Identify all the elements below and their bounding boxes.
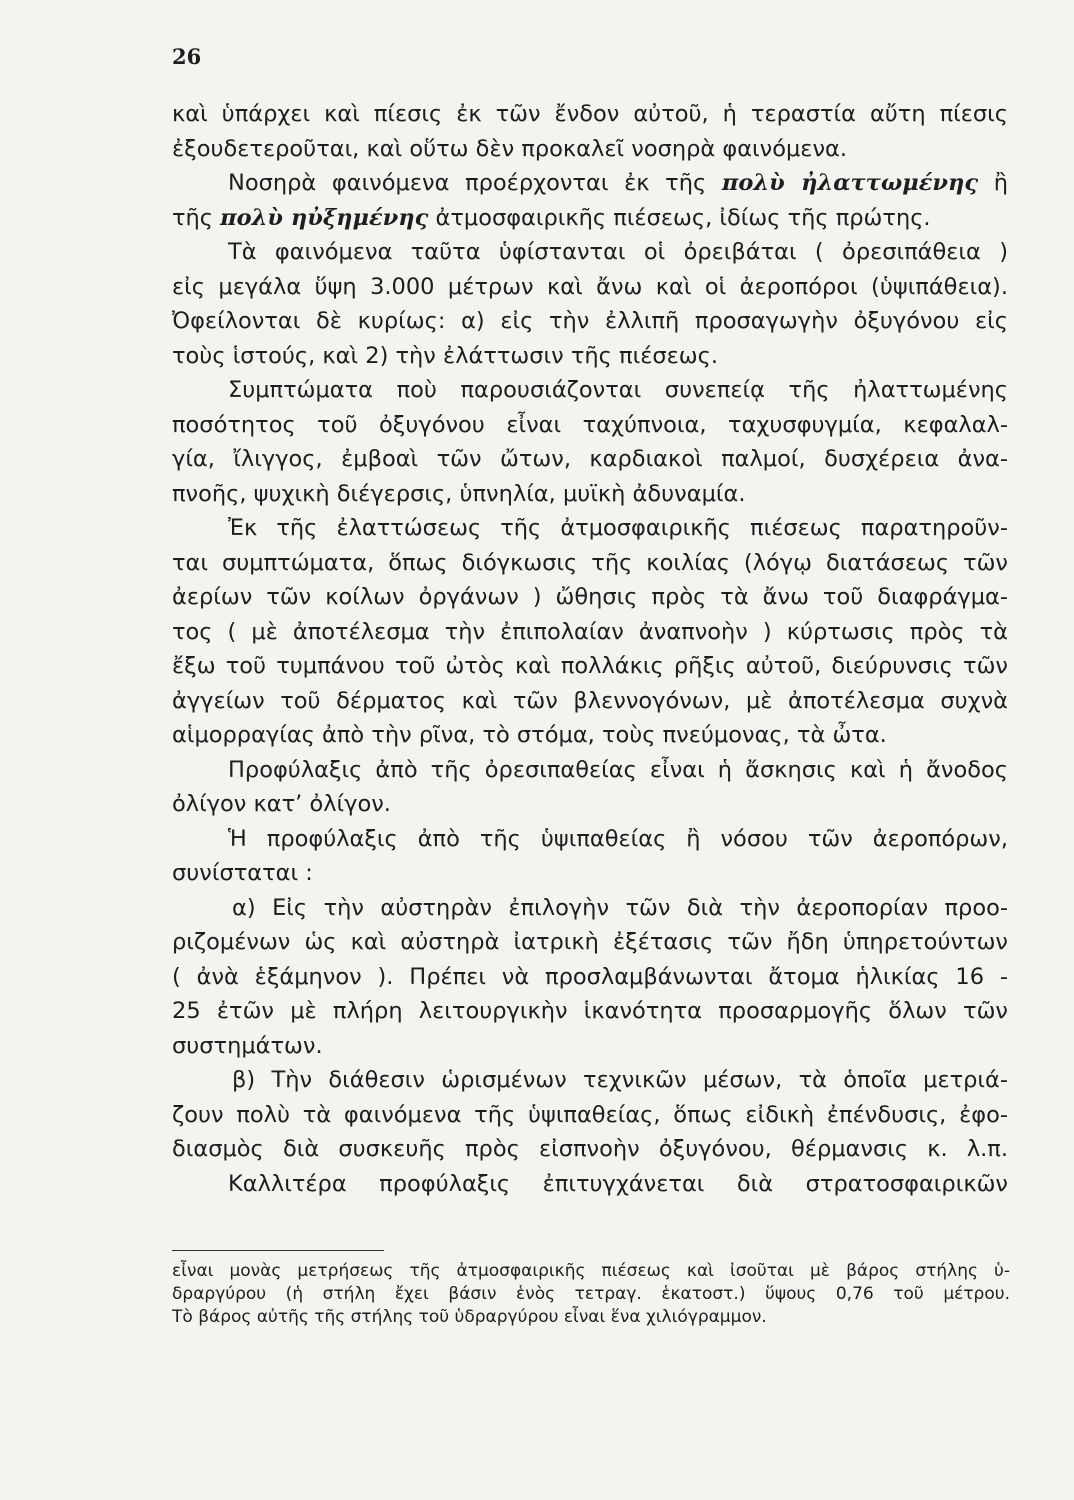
footnote-line: δραργύρου (ἡ στήλη ἔχει βάσιν ἑνὸς τετραγ. ἑκατοστ.) ὕψους 0,76 τοῦ μέτρου. — [172, 1284, 1010, 1304]
text-line: Ἐκ τῆς ἐλαττώσεως τῆς ἀτμοσφαιρικῆς πιέσεως παρατηροῦν- — [228, 515, 1008, 541]
text-line: γία, ἴλιγγος, ἐμβοαὶ τῶν ὤτων, καρδιακοὶ παλμοί, δυσχέρεια ἀνα- — [172, 446, 1008, 472]
text-line: 25 ἐτῶν μὲ πλήρη λειτουργικὴν ἱκανότητα προσαρμογῆς ὅλων τῶν — [172, 998, 1008, 1024]
text-line: ( ἀνὰ ἑξάμηνον ). Πρέπει νὰ προσλαμβάνωνται ἄτομα ἡλικίας 16 - — [172, 963, 1008, 990]
text-line: Καλλιτέρα προφύλαξις ἐπιτυγχάνεται διὰ στρατοσφαιρικῶν — [228, 1170, 1008, 1197]
text-line: συνίσταται : — [172, 860, 313, 886]
emphasized-term: πολὺ ἠλαττωμένης — [721, 170, 979, 196]
text-line — [172, 166, 1008, 201]
text-line: α) Εἰς τὴν αὐστηρὰν ἐπιλογὴν τῶν διὰ τὴν ἀεροπορίαν προο- — [232, 894, 1008, 921]
footnote-line: εἶναι μονὰς μετρήσεως τῆς ἀτμοσφαιρικῆς πιέσεως καὶ ἰσοῦται μὲ βάρος στήλης ὑ- — [172, 1261, 1010, 1281]
text-line: β) Τὴν διάθεσιν ὡρισμένων τεχνικῶν μέσων, τὰ ὁποῖα μετριά- — [232, 1067, 1008, 1093]
footnote-line: Τὸ βάρος αὐτῆς τῆς στήλης τοῦ ὑδραργύρου εἶναι ἕνα χιλιόγραμμον. — [172, 1307, 767, 1327]
text-line: ποσότητος τοῦ ὀξυγόνου εἶναι ταχύπνοια, ταχυσφυγμία, κεφαλαλ- — [172, 411, 1008, 438]
text-line: ὀλίγον κατ’ ὀλίγον. — [172, 791, 391, 817]
text-line: Ὀφείλονται δὲ κυρίως: α) εἰς τὴν ἐλλιπῆ προσαγωγὴν ὀξυγόνου εἰς — [172, 308, 1008, 334]
text-line: ται συμπτώματα, ὅπως διόγκωσις τῆς κοιλίας (λόγῳ διατάσεως τῶν — [172, 549, 1008, 576]
text-line: ἔξω τοῦ τυμπάνου τοῦ ὠτὸς καὶ πολλάκις ρῆξις αὐτοῦ, διεύρυνσις τῶν — [172, 653, 1008, 679]
footnote-divider — [172, 1250, 384, 1251]
text-line — [172, 201, 1008, 236]
text-line: ριζομένων ὡς καὶ αὐστηρὰ ἰατρικὴ ἐξέτασις τῶν ἤδη ὑπηρετούντων — [172, 929, 1008, 955]
text-span: Νοσηρὰ φαινόμενα προέρχονται ἐκ τῆς — [228, 170, 722, 196]
text-line: ἀγγείων τοῦ δέρματος καὶ τῶν βλεννογόνων, μὲ ἀποτέλεσμα συχνὰ — [172, 687, 1008, 714]
text-line: συστημάτων. — [172, 1032, 323, 1059]
text-line: διασμὸς διὰ συσκευῆς πρὸς εἰσπνοὴν ὀξυγόνου, θέρμανσις κ. λ.π. — [172, 1136, 1008, 1162]
text-line: τοὺς ἱστούς, καὶ 2) τὴν ἐλάττωσιν τῆς πιέσεως. — [172, 342, 718, 369]
text-span: ἢ — [978, 170, 1008, 196]
text-line: Τὰ φαινόμενα ταῦτα ὑφίστανται οἱ ὀρειβάται ( ὀρεσιπάθεια ) — [228, 239, 1008, 265]
text-line: ἐξουδετεροῦται, καὶ οὕτω δὲν προκαλεῖ νοσηρὰ φαινόμενα. — [172, 135, 848, 162]
text-line: πνοῆς, ψυχικὴ διέγερσις, ὑπνηλία, μυϊκὴ ἀδυναμία. — [172, 480, 746, 507]
text-line: αἱμορραγίας ἀπὸ τὴν ρῖνα, τὸ στόμα, τοὺς πνεύμονας, τὰ ὦτα. — [172, 722, 887, 748]
body-text — [172, 97, 1008, 1201]
text-span: ἀτμοσφαιρικῆς πιέσεως, ἰδίως τῆς πρώτης. — [428, 204, 931, 231]
text-line: καὶ ὑπάρχει καὶ πίεσις ἐκ τῶν ἔνδον αὐτοῦ, ἡ τεραστία αὔτη πίεσις — [172, 101, 1008, 127]
text-line: τος ( μὲ ἀποτέλεσμα τὴν ἐπιπολαίαν ἀναπνοὴν ) κύρτωσις πρὸς τὰ — [172, 618, 1008, 645]
text-line: εἰς μεγάλα ὕψη 3.000 μέτρων καὶ ἄνω καὶ οἱ ἀεροπόροι (ὑψιπάθεια). — [172, 273, 1008, 300]
emphasized-term: πολὺ ηὐξημένης — [220, 204, 429, 231]
text-line: Ἡ προφύλαξις ἀπὸ τῆς ὑψιπαθείας ἢ νόσου τῶν ἀεροπόρων, — [228, 825, 1008, 852]
text-span: τῆς — [172, 204, 221, 231]
footnote — [172, 1260, 1010, 1329]
text-line: ἀερίων τῶν κοίλων ὀργάνων ) ὤθησις πρὸς τὰ ἄνω τοῦ διαφράγμα- — [172, 584, 1008, 610]
text-line: Συμπτώματα ποὺ παρουσιάζονται συνεπείᾳ τῆς ἠλαττωμένης — [228, 377, 1008, 403]
page-number: 26 — [172, 44, 202, 69]
text-line: ζουν πολὺ τὰ φαινόμενα τῆς ὑψιπαθείας, ὅπως εἰδικὴ ἐπένδυσις, ἐφο- — [172, 1101, 1008, 1128]
text-line: Προφύλαξις ἀπὸ τῆς ὀρεσιπαθείας εἶναι ἡ ἄσκησις καὶ ἡ ἄνοδος — [228, 756, 1008, 783]
